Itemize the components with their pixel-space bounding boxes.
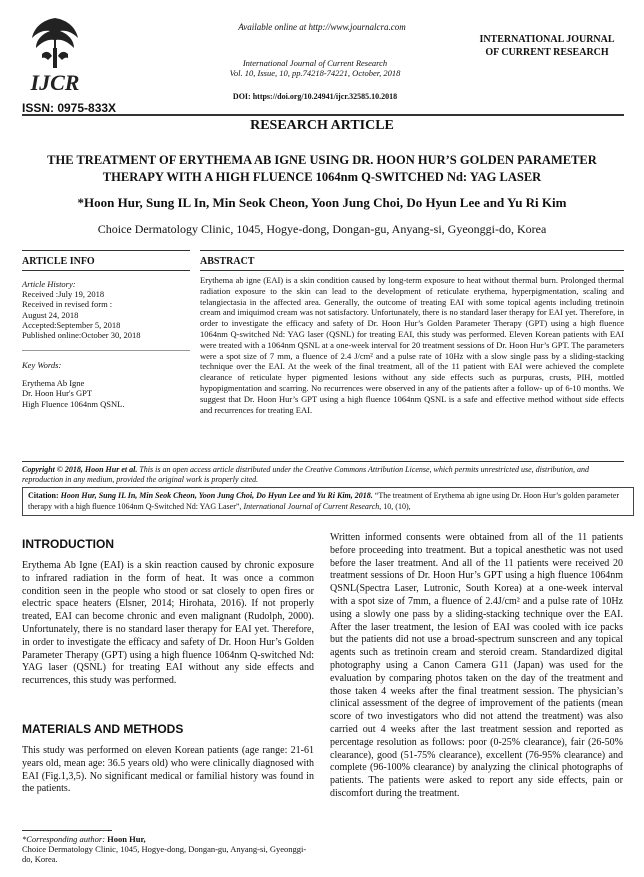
article-title xyxy=(30,152,614,186)
article-type: RESEARCH ARTICLE xyxy=(250,118,394,133)
keywords-rule xyxy=(22,350,190,351)
journal-header xyxy=(185,58,445,78)
license-text: This is an open access article distributed under the Creative Commons Attribution License, which permits unrestricted use, distribution, and reproduction in any medium, provided the original work is properly cited. xyxy=(22,465,590,484)
keywords-label: Key Words: xyxy=(22,360,62,370)
affiliation: Choice Dermatology Clinic, 1045, Hogye-dong, Dongan-gu, Anyang-si, Gyeonggi-do, Korea xyxy=(97,222,547,236)
citation-tail: , 10, (10), xyxy=(379,501,411,511)
title-line1: THE TREATMENT OF ERYTHEMA AB IGNE USING DR. HOON HUR’S GOLDEN PARAMETER xyxy=(47,153,597,167)
corresponding-author xyxy=(22,834,314,865)
license-notice xyxy=(22,465,624,485)
journal-title-line2: OF CURRENT RESEARCH xyxy=(485,47,609,58)
keyword-item: High Fluence 1064nm QSNL. xyxy=(22,398,125,409)
history-item: Received in revised form : xyxy=(22,299,113,310)
citation-text: “The treatment of Erythema ab igne using Dr. Hoon Hur’s golden parameter therapy with a high fluence 1064nm Q-Switched Nd: YAG Laser”, xyxy=(28,491,619,511)
article-info-heading: ARTICLE INFO xyxy=(22,256,95,267)
journal-name: International Journal of Current Research xyxy=(242,58,388,68)
citation-box xyxy=(22,487,634,516)
journal-volume: Vol. 10, Issue, 10, pp.74218-74221, October, 2018 xyxy=(229,68,401,78)
logo-letters: IJCR xyxy=(30,70,80,95)
title-line2: THERAPY WITH A HIGH FLUENCE 1064nm Q-SWITCHED Nd: YAG LASER xyxy=(102,170,542,184)
history-item: Received :July 19, 2018 xyxy=(22,289,105,300)
available-online: Available online at http://www.journalcra.com xyxy=(238,22,406,32)
keyword-item: Erythema Ab Igne xyxy=(22,378,85,389)
corresponding-label: *Corresponding author: xyxy=(22,834,106,844)
abstract-heading: ABSTRACT xyxy=(200,256,255,267)
citation-authors: Hoon Hur, Sung IL In, Min Seok Cheon, Yoon Jung Choi, Do Hyun Lee and Yu Ri Kim, 2018. xyxy=(58,491,373,500)
abstract-rule xyxy=(200,270,624,271)
issn: ISSN: 0975-833X xyxy=(22,101,117,115)
copyright: Copyright © 2018, Hoon Hur et al. xyxy=(22,465,138,474)
article-history xyxy=(22,279,192,340)
history-label: Article History: xyxy=(22,279,76,289)
article-info-rule-top xyxy=(22,250,190,251)
methods-continued-text: Written informed consents were obtained from all of the 11 patients before proceeding into treatment. But a topical anesthetic was not used before the laser treatment. And all of the 11 patients were received 20 treatment sessions of Dr. Hoon Hur’s GPT using a high fluence 1064nm QSNL(Spectra Laser, Lutronic, South Korea) at a one-week interval with a spot size of 7mm, a fluence of 2.4J/cm² and a pulse rate of 10Hz using a slowly one pass by a sliding-stacking technique over the EAI. After the laser treatment, the lesion of EAI was cooled with ice packs but the patients did not use a broad-spectrum sunscreen and any topical agents such as tretinoin cream and steroid cream. Standardized digital photography using a Canon Camera G11 (Japan) was used for the evaluation by comparing photos taken on the day of the treatment and those taken 4 weeks after the final treatment session. The physician’s clinical assessment of the degree of improvement of the patients (mean score of two investigators who did not attend the treatment) was also carried out 4 weeks after the last treatment session and reported as percentage resolution as follows: poor (0-25% clearance), fair (26-50% clearance), good (51-75% clearance), excellent (76-95% clearance) and complete (96-100% clearance) by analyzing the clinical photographs of patients. The patients were asked to report any side effects, pain or discomfort during the treatment. xyxy=(330,532,623,799)
doi: DOI: https://doi.org/10.24941/ijcr.32585.10.2018 xyxy=(232,92,398,101)
corresponding-address: Choice Dermatology Clinic, 1045, Hogye-dong, Dongan-gu, Anyang-si, Gyeonggi-do, Korea. xyxy=(22,844,307,865)
citation-journal: International Journal of Current Research xyxy=(243,501,380,511)
corresponding-name: Hoon Hur, xyxy=(105,834,146,844)
authors: *Hoon Hur, Sung IL In, Min Seok Cheon, Yoon Jung Choi, Do Hyun Lee and Yu Ri Kim xyxy=(77,195,567,210)
footnote-rule xyxy=(22,830,112,831)
abstract-rule-top xyxy=(200,250,624,251)
history-item: Published online:October 30, 2018 xyxy=(22,330,141,341)
methods-heading: MATERIALS AND METHODS xyxy=(22,722,184,736)
journal-title-box xyxy=(470,33,624,59)
header-divider xyxy=(22,114,624,116)
introduction-text: Erythema Ab Igne (EAI) is a skin reaction caused by chronic exposure to infrared radiation in the form of heat. It was once a common condition seen in the people who stood or sat closely to open fires or electric space heaters (Elsner, 2014; Hirohata, 2016). If not properly treated, EAI can become chronic and even malignant (Rudolph, 2000). Unfortunately, there is no standard laser therapy for EAI yet. Therefore, in order to investigate the efficacy and safety of Dr. Hoon Hur’s Golden Parameter Therapy (GPT) using a high fluence 1064nm Q-switched Nd: YAG laser (QSNL) for treating EAI without any side effects and recurrences, this study was performed. xyxy=(22,560,314,687)
methods-text: This study was performed on eleven Korean patients (age range: 21-61 years old, mean age: 36.5 years old) who were clinically diagnosed with EAI (Fig.1,3,5). No significant medical or familial history was found in the patients. xyxy=(22,745,314,795)
article-info-rule xyxy=(22,270,190,271)
abstract-rule-bottom xyxy=(22,461,624,462)
keywords xyxy=(22,360,192,409)
history-item: Accepted:September 5, 2018 xyxy=(22,319,121,330)
keyword-item: Dr. Hoon Hur's GPT xyxy=(22,388,93,399)
abstract-text: Erythema ab igne (EAI) is a skin condition caused by long-term exposure to heat without thermal burn. Prolonged thermal radiation exposure to the skin can lead to the development of reticulate erythema, hyperpigmentation, scaling and telangiectasia in the affected area. Generally, the outcome of treating EAI with some topical agents including tretinoin cream and imiquimod cream was not satisfactory. Unfortunately, there is no standard laser therapy for EAI yet. Therefore, in order to investigate the efficacy and safety of Dr. Hoon Hur’s Golden Parameter Therapy (GPT) using a high fluence 1064nm Q-switched Nd: YAG laser (QSNL) for treating EAI, this study was performed. Eleven Korean patients with EAI were treated with a 1064nm QSNL at a one-week interval for 20 treatment sessions of Dr. Hoon Hur’s GPT. The parameters were a spot size of 7 mm, a fluence of 2.4 J/cm² and a pulse rate of 10Hz with a slow single pass by a sliding-stacking technique over the EAI. At the week of the final treatment, all of the 11 patient with EAI were achieved the complete clearance of reticulate hyper pigmented lesions without any side effects such as purpuras, crusts, PIH, mottled hypopigmentation and scarring. No recurrences were observed in any of the patients after a follow- up of 6-10 months. We suggest that Dr. Hoon Hur’s GPT using a high fluence 1064nm QSNL is a safe and effective method without side effects and recurrences for treating EAI. xyxy=(200,275,624,415)
citation-label: Citation: xyxy=(28,491,59,500)
introduction-heading: INTRODUCTION xyxy=(22,537,114,551)
history-item: August 24, 2018 xyxy=(22,309,79,320)
journal-title-line1: INTERNATIONAL JOURNAL xyxy=(479,34,615,45)
